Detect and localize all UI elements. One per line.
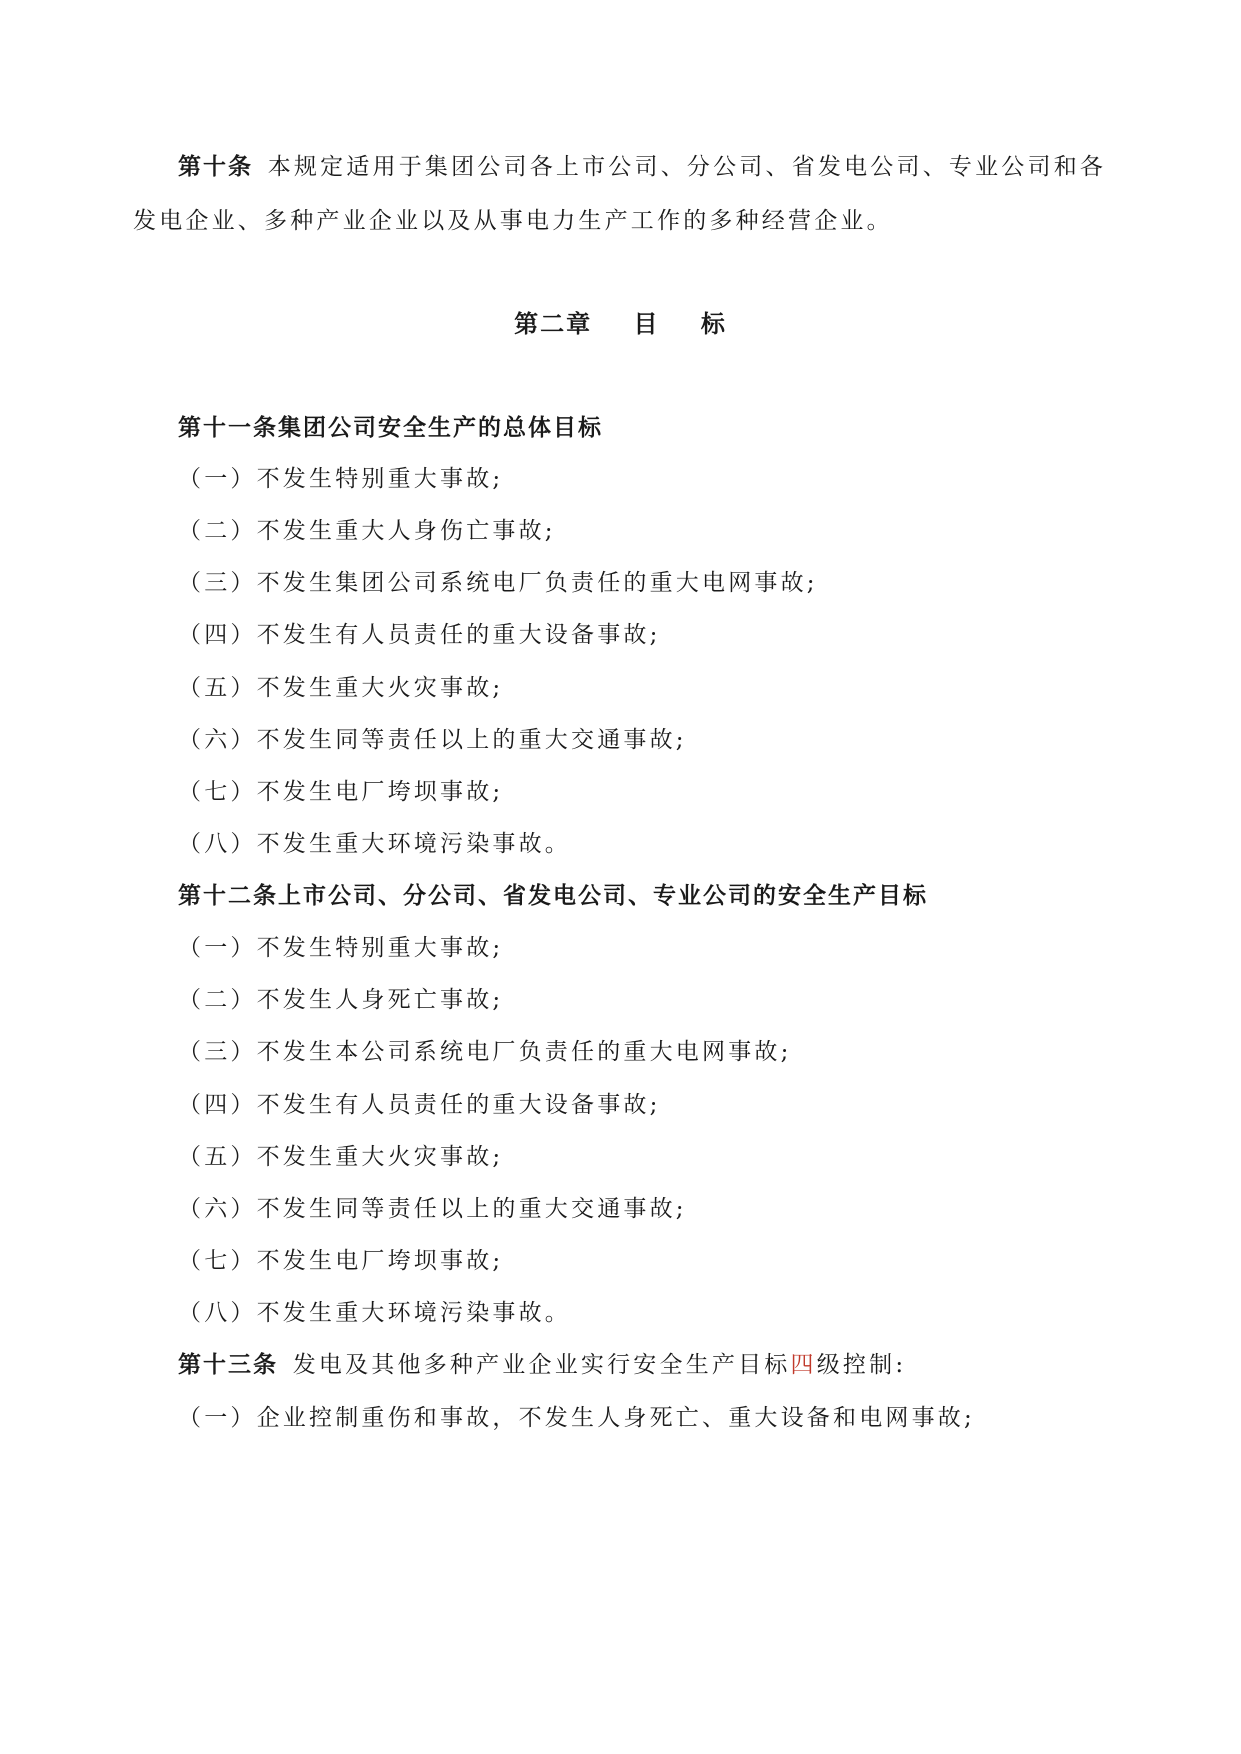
article-11-item: （二）不发生重大人身伤亡事故;: [178, 518, 556, 544]
article-11-item: （三）不发生集团公司系统电厂负责任的重大电网事故;: [178, 570, 818, 596]
article-13-label: 第十三条: [178, 1352, 278, 1378]
article-12-item: （四）不发生有人员责任的重大设备事故;: [178, 1092, 661, 1118]
article-10-label: 第十条: [178, 154, 253, 180]
article-12-item: （二）不发生人身死亡事故;: [178, 987, 504, 1013]
article-11-item: （六）不发生同等责任以上的重大交通事故;: [178, 727, 687, 753]
article-11-item: （八）不发生重大环境污染事故。: [178, 831, 571, 857]
article-12-item: （八）不发生重大环境污染事故。: [178, 1300, 571, 1326]
article-12-item: （六）不发生同等责任以上的重大交通事故;: [178, 1196, 687, 1222]
article-12-title: 第十二条上市公司、分公司、省发电公司、专业公司的安全生产目标: [178, 883, 928, 909]
article-13-line: [178, 1350, 906, 1380]
article-13-text-after: 级控制:: [816, 1352, 907, 1378]
article-12-item: （三）不发生本公司系统电厂负责任的重大电网事故;: [178, 1039, 792, 1065]
article-10-text-1: 本规定适用于集团公司各上市公司、分公司、省发电公司、专业公司和各: [267, 154, 1107, 180]
article-13-highlight: 四: [790, 1352, 817, 1378]
chapter-2-heading: 第二章 目 标: [514, 310, 727, 338]
article-11-item: （四）不发生有人员责任的重大设备事故;: [178, 622, 661, 648]
article-11-item: （七）不发生电厂垮坝事故;: [178, 779, 504, 805]
article-11-title: 第十一条集团公司安全生产的总体目标: [178, 415, 603, 441]
article-11-item: （五）不发生重大火灾事故;: [178, 675, 504, 701]
article-12-item: （一）不发生特别重大事故;: [178, 935, 504, 961]
article-11-item: （一）不发生特别重大事故;: [178, 466, 504, 492]
article-12-item: （七）不发生电厂垮坝事故;: [178, 1248, 504, 1274]
article-13-item: （一）企业控制重伤和事故，不发生人身死亡、重大设备和电网事故;: [178, 1405, 975, 1431]
article-10-line-2: 发电企业、多种产业企业以及从事电力生产工作的多种经营企业。: [133, 208, 893, 234]
article-10-line-1: [178, 152, 1106, 182]
article-13-text-before: 发电及其他多种产业企业实行安全生产目标: [292, 1352, 791, 1378]
article-12-item: （五）不发生重大火灾事故;: [178, 1144, 504, 1170]
